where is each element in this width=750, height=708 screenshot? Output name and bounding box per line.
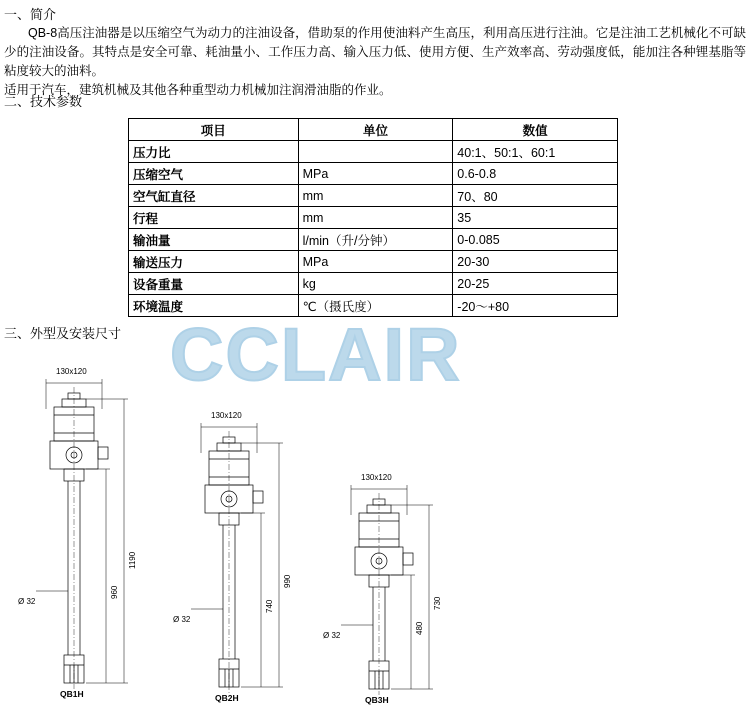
- qb1h-inner-height: 960: [110, 585, 119, 599]
- qb3h-model-label: QB3H: [365, 695, 389, 705]
- qb3h-svg: [325, 475, 455, 705]
- table-row: [129, 273, 618, 295]
- qb2h-inner-height: 740: [265, 599, 274, 613]
- drawing-qb3h: [325, 475, 455, 705]
- table-cell-unit: l/min（升/分钟）: [298, 229, 453, 251]
- table-row: [129, 229, 618, 251]
- table-row: [129, 295, 618, 317]
- table-cell-item: 空气缸直径: [129, 185, 299, 207]
- table-cell-unit: MPa: [298, 251, 453, 273]
- qb2h-top-label: 130x120: [211, 411, 242, 420]
- drawings-area: [0, 355, 750, 708]
- table-cell-value: 70、80: [453, 185, 618, 207]
- qb1h-diameter: Ø 32: [18, 597, 36, 606]
- table-cell-item: 行程: [129, 207, 299, 229]
- qb1h-total-height: 1190: [128, 551, 137, 569]
- table-header-cell: 数值: [453, 119, 618, 141]
- table-row: [129, 251, 618, 273]
- table-row: [129, 141, 618, 163]
- intro-paragraph-2: 适用于汽车，建筑机械及其他各种重型动力机械加注润滑油脂的作业。: [4, 83, 392, 97]
- table-header-cell: 项目: [129, 119, 299, 141]
- table-row: [129, 163, 618, 185]
- table-cell-item: 压力比: [129, 141, 299, 163]
- intro-body: [4, 24, 746, 100]
- spec-table: [128, 118, 618, 317]
- table-cell-unit: ℃（摄氏度）: [298, 295, 453, 317]
- table-cell-item: 设备重量: [129, 273, 299, 295]
- params-heading: 二、技术参数: [4, 94, 83, 109]
- table-cell-unit: mm: [298, 207, 453, 229]
- table-cell-item: 输油量: [129, 229, 299, 251]
- qb2h-model-label: QB2H: [215, 693, 239, 703]
- qb1h-model-label: QB1H: [60, 689, 84, 699]
- qb3h-diameter: Ø 32: [323, 631, 341, 640]
- intro-paragraph-1: QB-8高压注油器是以压缩空气为动力的注油设备，借助泵的作用使油料产生高压，利用高压进行注油。它是注油工艺机械化不可缺少的注油设备。其特点是安全可靠、耗油量小、工作压力高、输入压力低、使用方便、生产效率高、劳动强度低，能加注各种锂基脂等粘度较大的油料。: [4, 26, 746, 78]
- table-cell-value: -20～+80: [453, 295, 618, 317]
- table-cell-value: 40:1、50:1、60:1: [453, 141, 618, 163]
- qb1h-svg: [20, 369, 150, 699]
- intro-heading: 一、简介: [4, 7, 57, 22]
- table-cell-unit: kg: [298, 273, 453, 295]
- qb3h-top-label: 130x120: [361, 473, 392, 482]
- dimensions-heading: 三、外型及安装尺寸: [4, 326, 122, 341]
- table-row: [129, 207, 618, 229]
- qb3h-inner-height: 480: [415, 621, 424, 635]
- table-cell-unit: [298, 141, 453, 163]
- table-row: [129, 185, 618, 207]
- table-cell-item: 输送压力: [129, 251, 299, 273]
- table-cell-unit: mm: [298, 185, 453, 207]
- table-cell-unit: MPa: [298, 163, 453, 185]
- table-cell-value: 20-30: [453, 251, 618, 273]
- table-cell-item: 压缩空气: [129, 163, 299, 185]
- table-cell-value: 0-0.085: [453, 229, 618, 251]
- qb2h-diameter: Ø 32: [173, 615, 191, 624]
- table-cell-value: 0.6-0.8: [453, 163, 618, 185]
- drawing-qb2h: [175, 413, 305, 703]
- table-header-cell: 单位: [298, 119, 453, 141]
- watermark-label: CCLAIR: [170, 313, 462, 396]
- table-cell-value: 20-25: [453, 273, 618, 295]
- table-cell-item: 环境温度: [129, 295, 299, 317]
- table-header-row: [129, 119, 618, 141]
- table-cell-value: 35: [453, 207, 618, 229]
- qb3h-total-height: 730: [433, 596, 442, 610]
- drawing-qb1h: [20, 369, 150, 699]
- qb2h-total-height: 990: [283, 574, 292, 588]
- qb2h-svg: [175, 413, 305, 703]
- qb1h-top-label: 130x120: [56, 367, 87, 376]
